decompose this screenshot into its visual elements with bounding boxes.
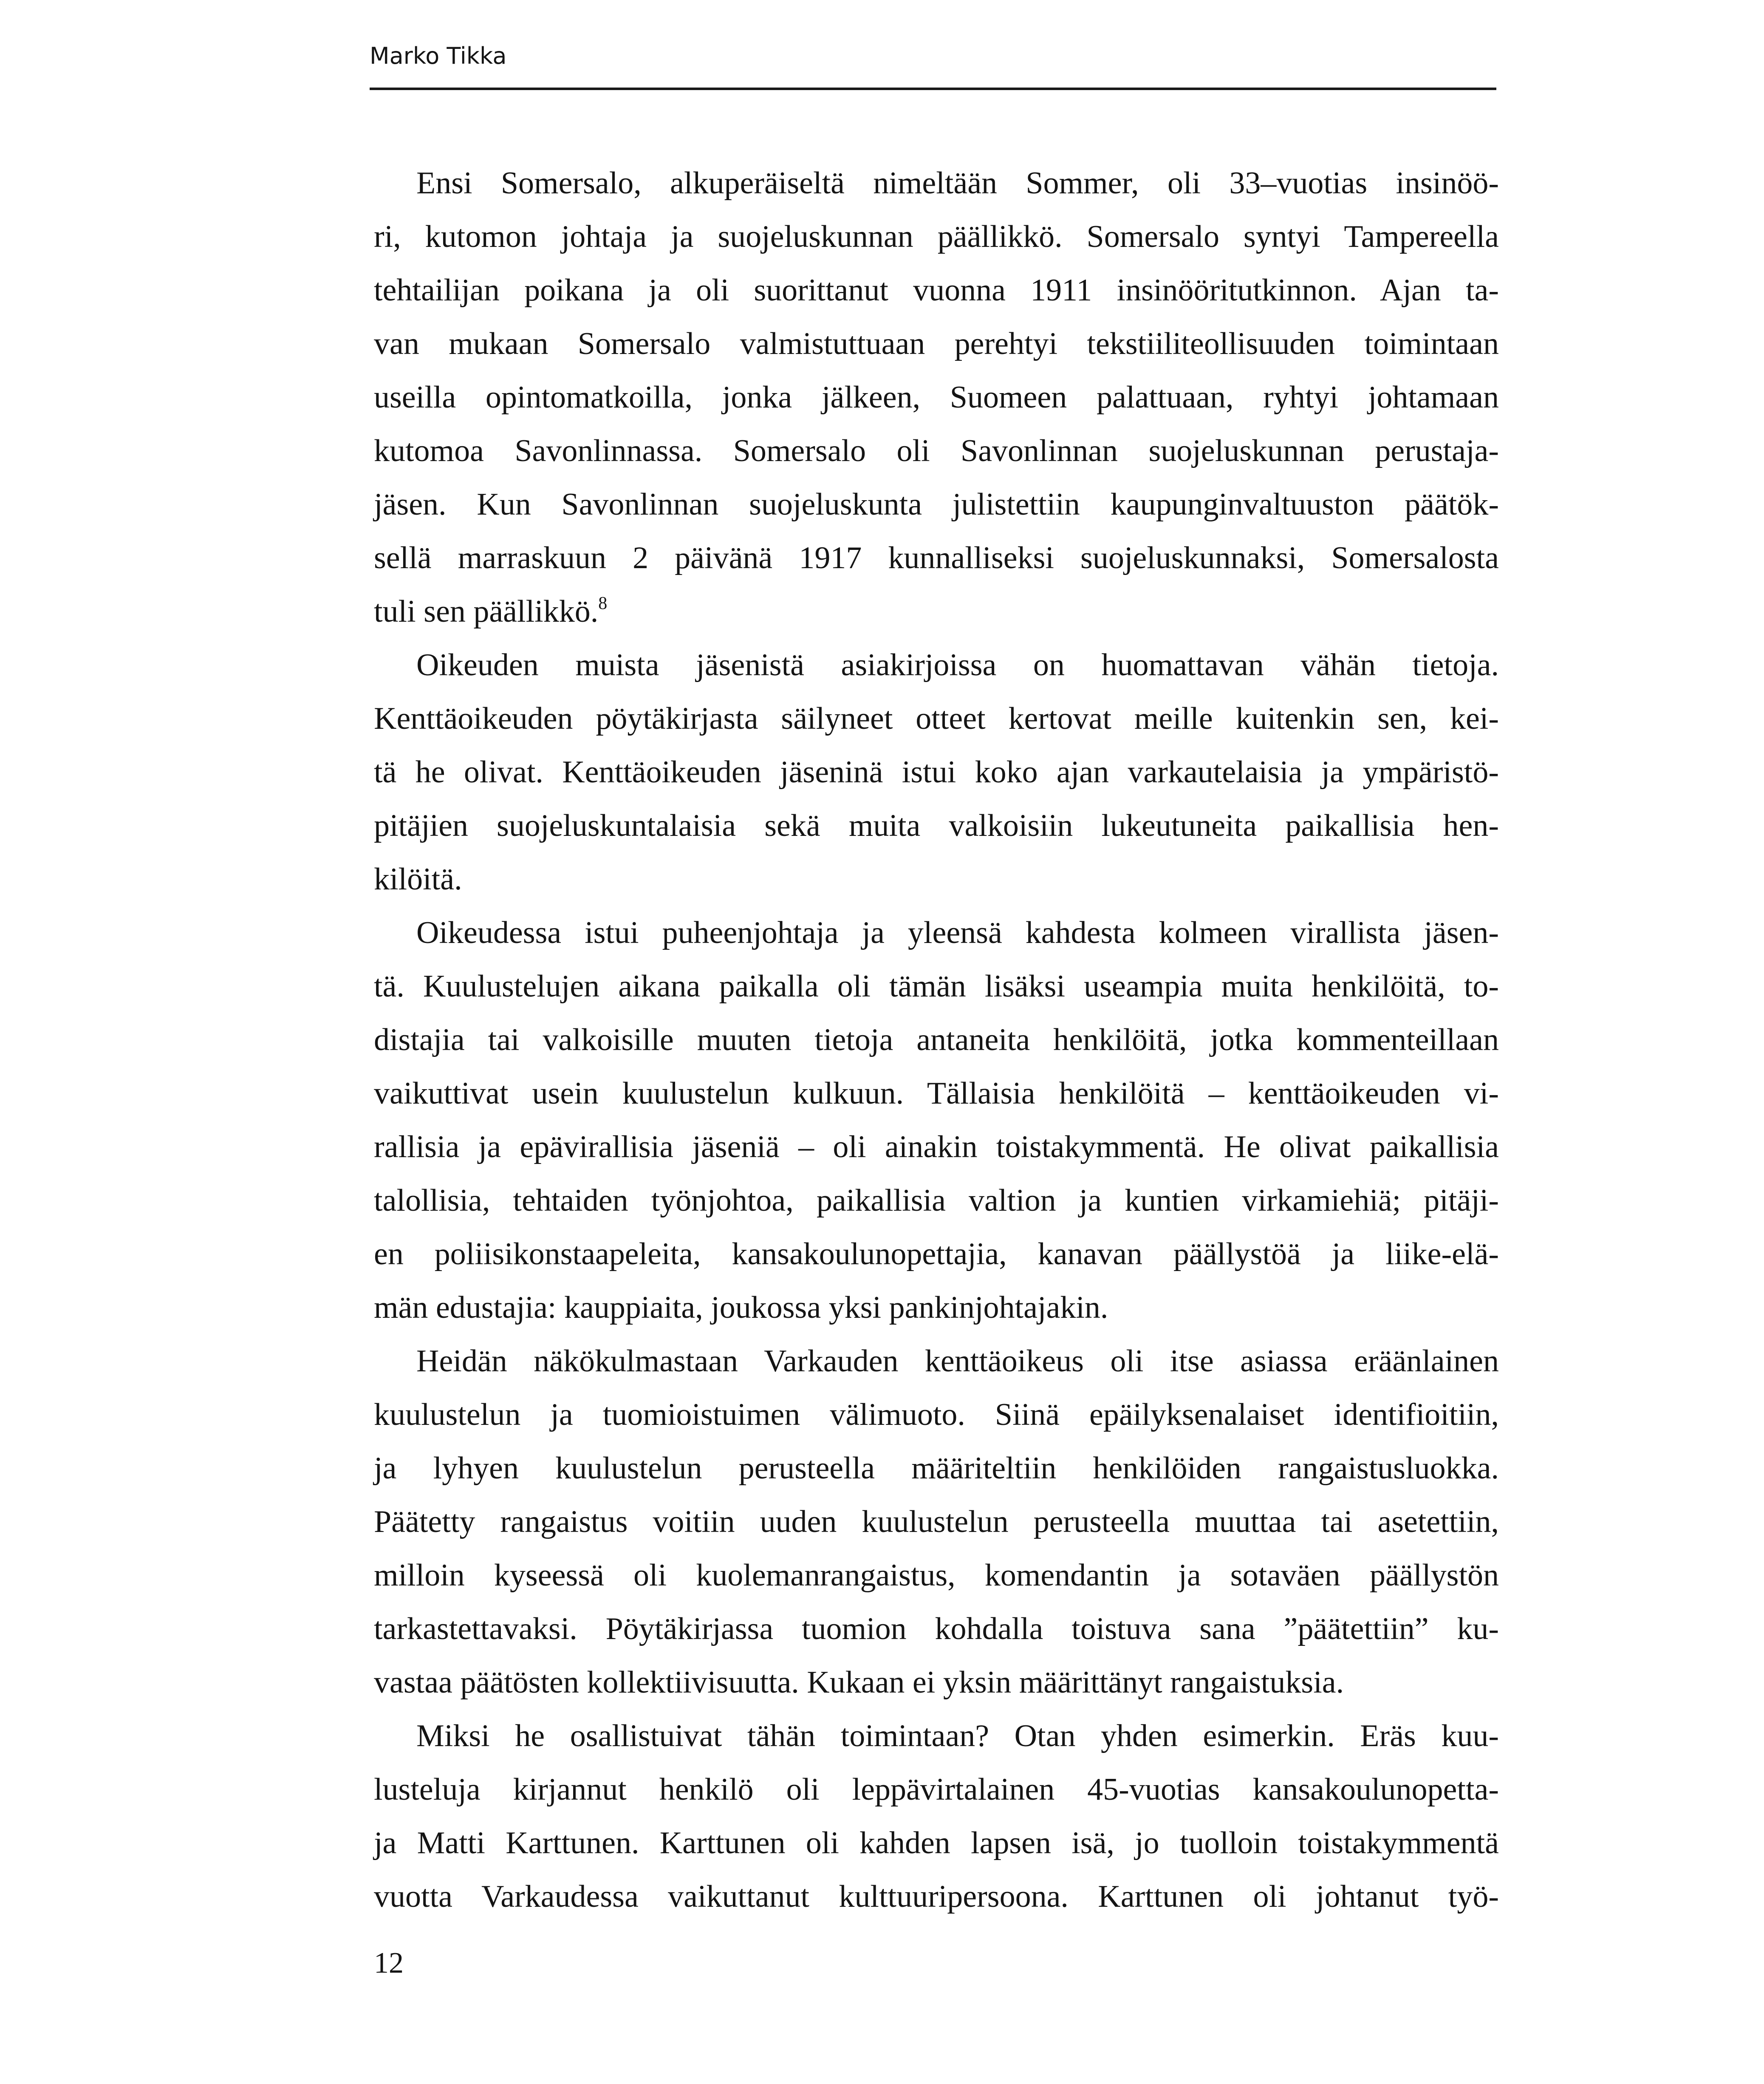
footnote-reference: 8 — [598, 594, 608, 613]
header-rule — [370, 88, 1496, 90]
text-line: van mukaan Somersalo valmistuttuaan perehtyi tekstiiliteollisuuden toimintaan — [374, 326, 1499, 361]
text-line: useilla opintomatkoilla, jonka jälkeen, Suomeen palattuaan, ryhtyi johtamaan — [374, 380, 1499, 415]
text-line: Heidän näkökulmastaan Varkauden kenttäoikeus oli itse asiassa eräänlainen — [416, 1344, 1499, 1379]
text-line: tehtailijan poikana ja oli suorittanut vuonna 1911 insinööritutkinnon. Ajan ta- — [374, 273, 1499, 308]
text-line: Oikeuden muista jäsenistä asiakirjoissa on huomattavan vähän tietoja. — [416, 648, 1499, 682]
text-line: jäsen. Kun Savonlinnan suojeluskunta julistettiin kaupunginvaltuuston päätök- — [374, 487, 1499, 522]
body-text — [374, 156, 1499, 1923]
paragraph — [374, 906, 1499, 1334]
text-line: Päätetty rangaistus voitiin uuden kuulustelun perusteella muuttaa tai asetettiin, — [374, 1504, 1499, 1539]
text-line: pitäjien suojeluskuntalaisia sekä muita valkoisiin lukeutuneita paikallisia hen- — [374, 808, 1499, 843]
text-line: distajia tai valkoisille muuten tietoja antaneita henkilöitä, jotka kommenteillaan — [374, 1022, 1499, 1057]
text-line: tarkastettavaksi. Pöytäkirjassa tuomion kohdalla toistuva sana ”päätettiin” ku- — [374, 1611, 1499, 1646]
text-line — [374, 585, 1499, 638]
paragraph — [374, 1709, 1499, 1923]
text-line: män edustajia: kauppiaita, joukossa yksi pankinjohtajakin. — [374, 1290, 1108, 1325]
text-line: ja lyhyen kuulustelun perusteella määriteltiin henkilöiden rangaistusluokka. — [374, 1451, 1499, 1486]
paragraph — [374, 156, 1499, 638]
text-fragment: tuli sen päällikkö. — [374, 594, 599, 629]
text-line: rallisia ja epävirallisia jäseniä – oli ainakin toistakymmentä. He olivat paikallisia — [374, 1130, 1499, 1164]
text-line: kutomoa Savonlinnassa. Somersalo oli Savonlinnan suojeluskunnan perustaja- — [374, 433, 1499, 468]
text-line: talollisia, tehtaiden työnjohtoa, paikallisia valtion ja kuntien virkamiehiä; pitäji- — [374, 1183, 1499, 1218]
text-line: lusteluja kirjannut henkilö oli leppävirtalainen 45-vuotias kansakoulunopetta- — [374, 1772, 1499, 1807]
text-line: milloin kyseessä oli kuolemanrangaistus, komendantin ja sotaväen päällystön — [374, 1558, 1499, 1593]
running-head-author: Marko Tikka — [370, 42, 507, 69]
text-line: Miksi he osallistuivat tähän toimintaan? Otan yhden esimerkin. Eräs kuu- — [416, 1719, 1499, 1753]
text-line: vaikuttivat usein kuulustelun kulkuun. Tällaisia henkilöitä – kenttäoikeuden vi- — [374, 1076, 1499, 1111]
text-line: en poliisikonstaapeleita, kansakoulunopettajia, kanavan päällystöä ja liike-elä- — [374, 1237, 1499, 1271]
text-line: sellä marraskuun 2 päivänä 1917 kunnalliseksi suojeluskunnaksi, Somersalosta — [374, 541, 1499, 575]
text-line: Kenttäoikeuden pöytäkirjasta säilyneet otteet kertovat meille kuitenkin sen, kei- — [374, 701, 1499, 736]
paragraph — [374, 638, 1499, 906]
text-line: vuotta Varkaudessa vaikuttanut kulttuuripersoona. Karttunen oli johtanut työ- — [374, 1879, 1499, 1914]
text-line: tä he olivat. Kenttäoikeuden jäseninä istui koko ajan varkautelaisia ja ympäristö- — [374, 755, 1499, 790]
text-line: Ensi Somersalo, alkuperäiseltä nimeltään Sommer, oli 33–vuotias insinöö- — [416, 166, 1499, 201]
text-line: ja Matti Karttunen. Karttunen oli kahden lapsen isä, jo tuolloin toistakymmentä — [374, 1826, 1499, 1860]
text-line: tä. Kuulustelujen aikana paikalla oli tämän lisäksi useampia muita henkilöitä, to- — [374, 969, 1499, 1004]
text-line: kuulustelun ja tuomioistuimen välimuoto. Siinä epäilyksenalaiset identifioitiin, — [374, 1397, 1499, 1432]
paragraph — [374, 1334, 1499, 1709]
text-line: kilöitä. — [374, 862, 462, 897]
text-line: Oikeudessa istui puheenjohtaja ja yleensä kahdesta kolmeen virallista jäsen- — [416, 915, 1499, 950]
text-line: ri, kutomon johtaja ja suojeluskunnan päällikkö. Somersalo syntyi Tampereella — [374, 219, 1499, 254]
page-number: 12 — [374, 1947, 404, 1979]
text-line: vastaa päätösten kollektiivisuutta. Kukaan ei yksin määrittänyt rangaistuksia. — [374, 1665, 1344, 1700]
